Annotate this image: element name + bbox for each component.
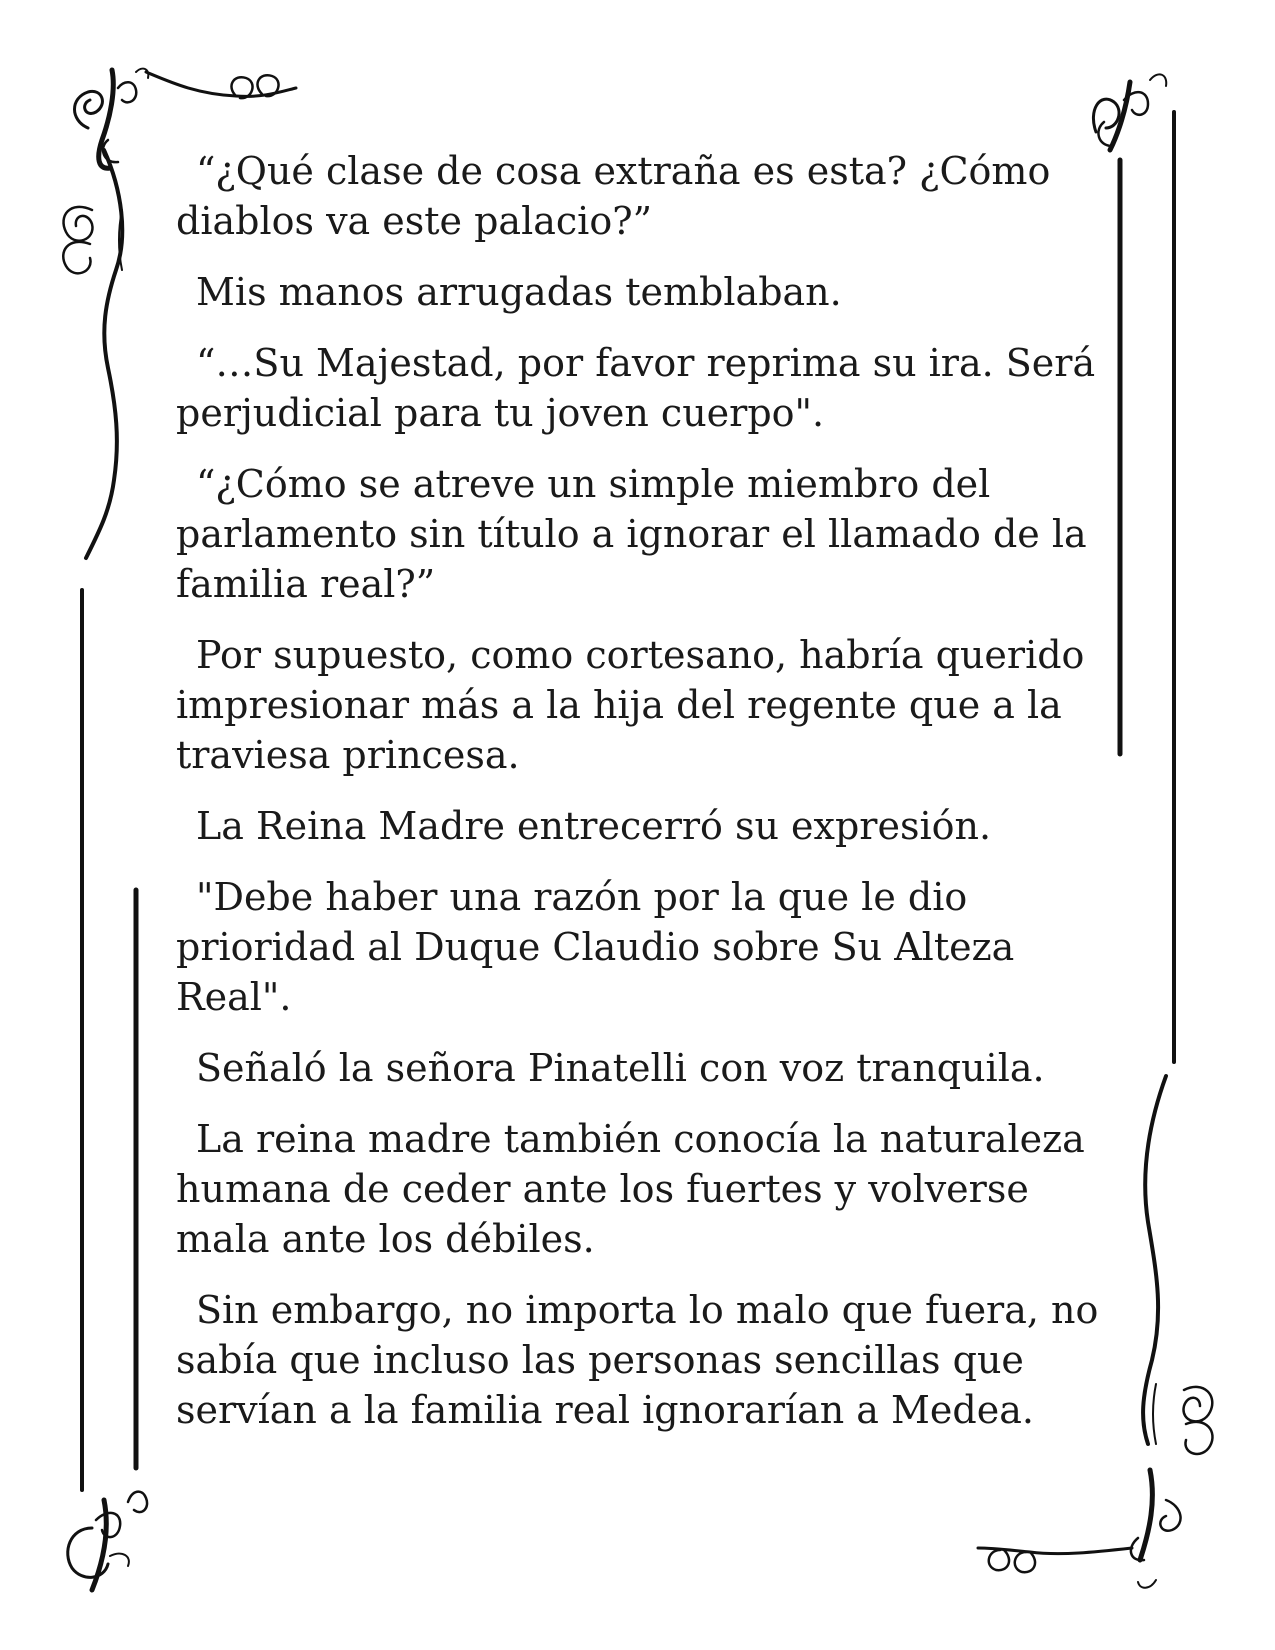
paragraph: “¿Cómo se atreve un simple miembro del parlamento sin título a ignorar el llamado de la familia real?” bbox=[176, 462, 1087, 606]
story-text bbox=[176, 146, 1106, 1456]
top-right-flourish-icon bbox=[1093, 74, 1166, 150]
paragraph: La Reina Madre entrecerró su expresión. bbox=[196, 804, 992, 848]
paragraph: Mis manos arrugadas temblaban. bbox=[196, 270, 842, 314]
paragraph: “…Su Majestad, por favor reprima su ira. Será perjudicial para tu joven cuerpo". bbox=[176, 341, 1096, 435]
paragraph: Sin embargo, no importa lo malo que fuera, no sabía que incluso las personas sencillas que servían a la familia real ignorarían a Medea. bbox=[176, 1288, 1099, 1432]
bottom-left-flourish-icon bbox=[68, 1492, 147, 1590]
paragraph: "Debe haber una razón por la que le dio prioridad al Duque Claudio sobre Su Alteza Real". bbox=[176, 875, 1015, 1019]
paragraph: “¿Qué clase de cosa extraña es esta? ¿Cómo diablos va este palacio?” bbox=[176, 149, 1051, 243]
paragraph: La reina madre también conocía la naturaleza humana de ceder ante los fuertes y volverse mala ante los débiles. bbox=[176, 1117, 1085, 1261]
paragraph: Por supuesto, como cortesano, habría querido impresionar más a la hija del regente que a la traviesa princesa. bbox=[176, 633, 1085, 777]
paragraph: Señaló la señora Pinatelli con voz tranquila. bbox=[196, 1046, 1045, 1090]
